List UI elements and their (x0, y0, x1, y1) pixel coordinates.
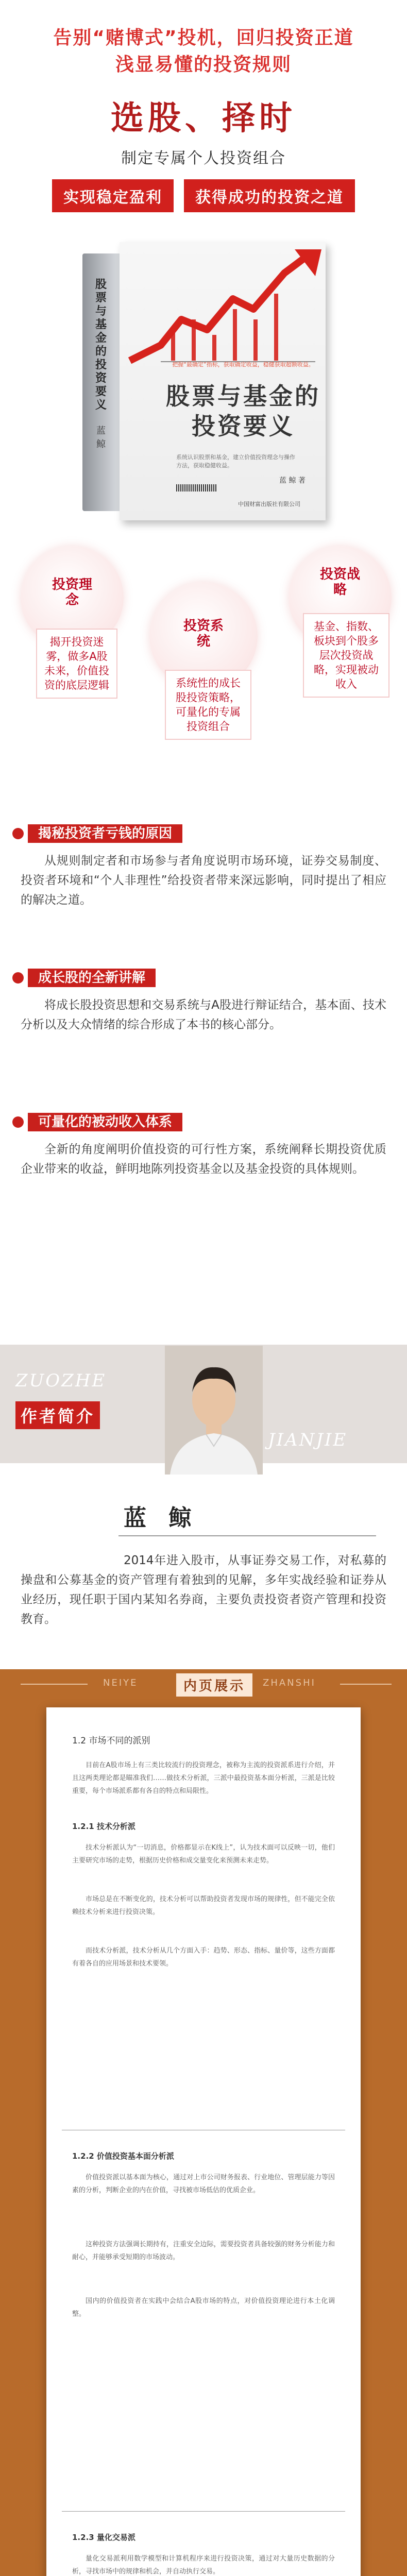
book-image (82, 242, 325, 520)
preview-title: 内页展示 (176, 1673, 252, 1697)
section-growth-stock (0, 969, 407, 1035)
preview-paragraph: 价值投资派以基本面为核心，通过对上市公司财务报表、行业地位、管理层能力等因素的分析，判断企业的内在价值，寻找被市场低估的优质企业。 (72, 2174, 335, 2194)
preview-en-right: ZHANSHI (263, 1677, 316, 1688)
section-header (0, 969, 407, 987)
spine-author: 蓝鲸 (96, 426, 106, 450)
book-cover (120, 242, 326, 520)
pillar-right-box (303, 613, 389, 698)
pillar-center-title: 投资系统 (183, 618, 224, 649)
cover-author: 蓝 鲸 著 (279, 477, 306, 485)
hero-tags (0, 179, 407, 212)
hero-tag-success: 获得成功的投资之道 (184, 179, 355, 212)
bullet-dot-icon (12, 1116, 24, 1128)
preview-section (0, 1669, 407, 2576)
cover-publisher: 中国财富出版社有限公司 (238, 501, 300, 507)
section-header (0, 1113, 407, 1131)
preview-paragraph: 市场总是在不断变化的，技术分析可以帮助投资者发现市场的规律性，但不能完全依赖技术分析来进行投资决策。 (72, 1895, 335, 1916)
headline-prefix: 告别 (53, 27, 93, 48)
author-en-left: ZUOZHE (15, 1370, 107, 1391)
cover-text: 系统认识股票和基金，建立价值投资理念与操作方法，获取稳健收益。 (176, 454, 295, 469)
author-en-right: JIANJIE (268, 1430, 348, 1450)
pillar-left-title: 投资理念 (52, 577, 92, 608)
author-portrait-icon (165, 1346, 263, 1475)
preview-paragraph: 而技术分析派，技术分析从几个方面入手：趋势、形态、指标、量价等，这些方面都有着各自的应用场景和技术要领。 (72, 1947, 335, 1968)
section-body: 全新的角度阐明价值投资的可行性方案，系统阐释长期投资优质企业带来的收益，鲜明地陈列投资基金以及基金投资的具体规则。 (21, 1143, 386, 1176)
hero-tag-profit: 实现稳定盈利 (52, 179, 174, 212)
preview-paragraph: 目前在A股市场上有三类比较流行的投资理念，被称为主流的投资派系进行介绍，并且这两类理论都是瞄准我们……做技术分析派，三派中最投资基本面分析派，三派是比较重要，每个市场派系都有各自的特点和局限性。 (72, 1761, 335, 1795)
preview-subheading: 1.2.1 技术分析派 (72, 1822, 135, 1831)
section-label: 揭秘投资者亏钱的原因 (28, 824, 182, 843)
headline-highlight: “赌博式” (92, 27, 178, 48)
book-spine (82, 253, 120, 511)
author-photo (165, 1346, 263, 1475)
bullet-dot-icon (12, 972, 24, 984)
section-body: 将成长股投资思想和交易系统与A股进行辩证结合，基本面、技术分析以及大众情绪的综合形成了本书的核心部分。 (21, 998, 386, 1031)
divider (21, 1684, 88, 1685)
section-header (0, 824, 407, 843)
hero-headline (0, 0, 407, 212)
preview-subheading: 1.2.2 价值投资基本面分析派 (72, 2151, 174, 2161)
section-label: 可量化的被动收入体系 (28, 1113, 182, 1131)
preview-paragraph: 国内的价值投资者在实践中会结合A股市场的特点，对价值投资理论进行本土化调整。 (72, 2297, 335, 2318)
pillar-row (0, 546, 407, 773)
preview-header (0, 1669, 407, 1700)
pillar-center-box (165, 670, 251, 740)
headline-suffix: 投机，回归投资正道 (177, 27, 354, 48)
cover-blurb: 把握“最确定”指标，获取确定收益，稳健获取超额收益。 (172, 361, 314, 368)
pillar-right-title: 投资战略 (319, 567, 360, 598)
preview-page (46, 1707, 361, 2576)
rising-arrow-icon (120, 242, 326, 376)
pillar-right-body: 基金、指数、板块到个股多层次投资战略，实现被动收入 (314, 620, 379, 690)
barcode-icon (176, 484, 217, 492)
preview-paragraph: 量化交易派利用数学模型和计算机程序来进行投资决策，通过对大量历史数据的分析，寻找市场中的规律和机会，并自动执行交易。 (72, 2555, 335, 2575)
author-name: 蓝 鲸 (124, 1505, 199, 1531)
preview-paragraph: 技术分析派认为“一切消息，价格都显示在K线上”，认为技术面可以反映一切，他们主要研究市场的走势，根据历史价格和成交量变化来预测未来走势。 (72, 1844, 335, 1865)
preview-en-left: NEIYE (103, 1677, 138, 1688)
preview-chapter: 1.2 市场不同的派别 (72, 1736, 150, 1746)
preview-paragraph: 这种投资方法强调长期持有，注重安全边际，需要投资者具备较强的财务分析能力和耐心，并能够承受短期的市场波动。 (72, 2241, 335, 2261)
hero-subtitle: 制定专属个人投资组合 (121, 149, 286, 167)
headline-line-1 (0, 25, 407, 52)
section-body: 从规则制定者和市场参与者角度说明市场环境，证券交易制度、投资者环境和“个人非理性”给投资者带来深远影响，同时提出了相应的解决之道。 (21, 854, 386, 907)
section-label: 成长股的全新讲解 (28, 969, 156, 987)
headline-line-2: 浅显易懂的投资规则 (115, 54, 292, 75)
preview-subheading: 1.2.3 量化交易派 (72, 2533, 135, 2542)
hero-section (0, 0, 407, 804)
pillar-center-body: 系统性的成长股投资策略，可量化的专属投资组合 (176, 677, 241, 733)
hero-title: 选股、择时 (111, 99, 296, 138)
author-label: 作者简介 (15, 1401, 100, 1429)
bullet-dot-icon (12, 828, 24, 839)
pillar-left-body: 揭开投资迷雾，做多A股未来，价值投资的底层逻辑 (44, 636, 109, 691)
author-divider (118, 1535, 376, 1536)
divider (340, 1684, 392, 1685)
pillar-left-box (36, 629, 117, 699)
section-loss-reasons (0, 824, 407, 910)
author-bio: 2014年进入股市，从事证券交易工作，对私募的操盘和公募基金的资产管理有着独到的见解，多年实战经验和证券从业经历，现任职于国内某知名券商，主要负责投资者资产管理和投资教育。 (21, 1554, 386, 1626)
cover-title: 股票与基金的投资要义 (166, 382, 320, 440)
spine-title: 股票与基金的投资要义 (95, 278, 107, 412)
page-break-divider (62, 2511, 345, 2512)
section-passive-income (0, 1113, 407, 1179)
